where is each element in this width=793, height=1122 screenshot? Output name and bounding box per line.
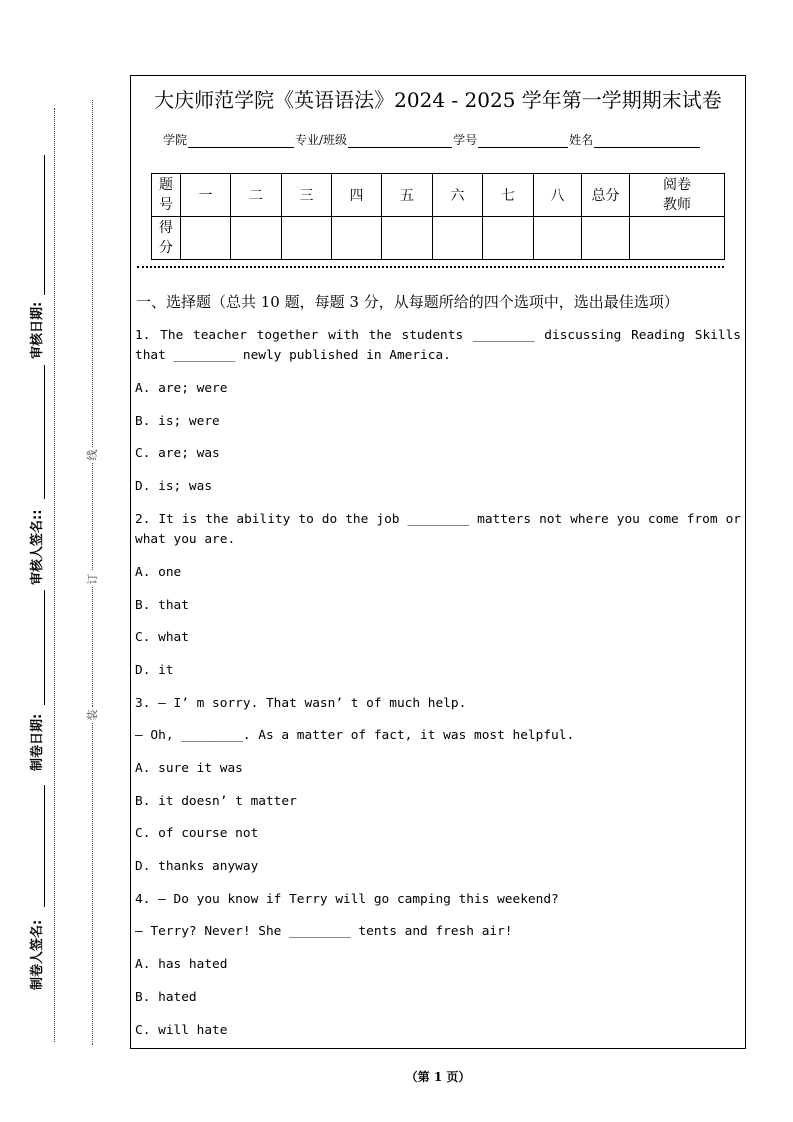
review-date-label: 审核日期: bbox=[30, 301, 45, 359]
column-header-4: 四 bbox=[332, 174, 382, 217]
question-stem-line: 3. — I’ m sorry. That wasn’ t of much help. bbox=[135, 695, 467, 711]
section-heading: 一、选择题（总共 10 题，每题 3 分，从每题所给的四个选项中，选出最佳选项） bbox=[136, 293, 679, 311]
question-stem-line: 4. — Do you know if Terry will go camping this weekend? bbox=[135, 891, 559, 907]
column-header-total: 总分 bbox=[582, 174, 630, 217]
score-table-score-row bbox=[152, 217, 725, 260]
cut-line-segment bbox=[92, 723, 93, 1045]
college-blank bbox=[188, 134, 294, 148]
preparer-signature-line bbox=[44, 785, 45, 907]
option-b: B. is; were bbox=[135, 413, 220, 429]
binding-margin-signatures bbox=[30, 150, 46, 995]
option-c: C. are; was bbox=[135, 446, 220, 462]
binding-margin-dotted-line bbox=[54, 108, 55, 1042]
question-stem-line: — Oh, ________. As a matter of fact, it was most helpful. bbox=[135, 728, 575, 744]
column-header-6: 六 bbox=[433, 174, 483, 217]
row-header-question-number: 题号 bbox=[159, 177, 173, 213]
exam-title: 大庆师范学院《英语语法》2024 - 2025 学年第一学期期末试卷 bbox=[154, 88, 722, 112]
major-class-label: 专业/班级 bbox=[295, 133, 348, 147]
preparer-signature-label: 制卷人签名: bbox=[30, 919, 45, 990]
option-a: A. sure it was bbox=[135, 761, 243, 776]
question-1 bbox=[135, 326, 741, 498]
reviewer-signature-line bbox=[44, 365, 45, 499]
question-3 bbox=[135, 694, 741, 878]
major-class-blank bbox=[348, 134, 452, 148]
score-cell bbox=[332, 217, 382, 260]
question-list bbox=[135, 326, 741, 1041]
cut-line-segment bbox=[92, 587, 93, 707]
option-c: C. of course not bbox=[135, 826, 259, 842]
preparation-date-line bbox=[44, 590, 45, 705]
option-d: D. thanks anyway bbox=[135, 859, 259, 875]
score-cell bbox=[534, 217, 582, 260]
option-d: D. is; was bbox=[135, 479, 213, 494]
question-stem-line: 1. The teacher together with the students ________ discussing Reading Skills bbox=[135, 327, 741, 343]
row-header-cell bbox=[152, 217, 181, 260]
student-id-label: 学号 bbox=[453, 133, 478, 147]
score-cell bbox=[433, 217, 483, 260]
option-a: A. has hated bbox=[135, 957, 228, 973]
question-2 bbox=[135, 510, 741, 682]
question-stem-line: that ________ newly published in America. bbox=[135, 348, 451, 364]
score-cell bbox=[282, 217, 332, 260]
row-header-cell bbox=[152, 174, 181, 217]
page-number: （第 1 页） bbox=[405, 1070, 471, 1084]
option-d: D. it bbox=[135, 662, 174, 678]
option-a: A. are; were bbox=[135, 380, 228, 396]
preparation-date-label: 制卷日期: bbox=[30, 713, 45, 771]
student-info-row bbox=[163, 132, 701, 148]
option-b: B. that bbox=[135, 597, 189, 613]
cut-mark-zhuang: 装 bbox=[86, 709, 99, 721]
score-cell bbox=[181, 217, 231, 260]
score-table-header-row bbox=[152, 174, 725, 217]
score-cell bbox=[483, 217, 534, 260]
column-header-3: 三 bbox=[282, 174, 332, 217]
college-label: 学院 bbox=[163, 133, 188, 147]
column-header-8: 八 bbox=[534, 174, 582, 217]
column-header-5: 五 bbox=[382, 174, 433, 217]
name-blank bbox=[594, 134, 700, 148]
cut-line-segment bbox=[92, 100, 93, 447]
score-table bbox=[151, 173, 725, 260]
column-header-2: 二 bbox=[231, 174, 282, 217]
cut-mark-ding: 订 bbox=[86, 573, 99, 585]
row-header-score: 得分 bbox=[159, 220, 173, 256]
score-cell-grader bbox=[630, 217, 725, 260]
question-stem-line: 2. It is the ability to do the job ________ matters not where you come from or bbox=[135, 511, 741, 527]
binding-cut-line bbox=[86, 100, 100, 1045]
cut-line-segment bbox=[92, 463, 93, 570]
option-c: C. will hate bbox=[135, 1022, 228, 1038]
question-4 bbox=[135, 890, 741, 1041]
dotted-separator bbox=[137, 266, 724, 268]
student-id-blank bbox=[478, 134, 568, 148]
option-c: C. what bbox=[135, 630, 189, 646]
cut-mark-xian: 线 bbox=[86, 449, 99, 461]
column-header-grader: 阅卷教师 bbox=[663, 177, 691, 213]
review-date-line bbox=[44, 155, 45, 295]
reviewer-signature-label: 审核人签名:: bbox=[30, 509, 45, 585]
option-b: B. hated bbox=[135, 989, 197, 1005]
score-cell-total bbox=[582, 217, 630, 260]
column-header-7: 七 bbox=[483, 174, 534, 217]
question-stem-line: — Terry? Never! She ________ tents and fresh air! bbox=[135, 924, 513, 940]
score-cell bbox=[382, 217, 433, 260]
option-a: A. one bbox=[135, 564, 182, 580]
option-b: B. it doesn’ t matter bbox=[135, 793, 297, 809]
question-stem-line: what you are. bbox=[135, 532, 236, 548]
name-label: 姓名 bbox=[569, 133, 594, 147]
score-cell bbox=[231, 217, 282, 260]
column-header-1: 一 bbox=[181, 174, 231, 217]
column-header-grader-cell bbox=[630, 174, 725, 217]
